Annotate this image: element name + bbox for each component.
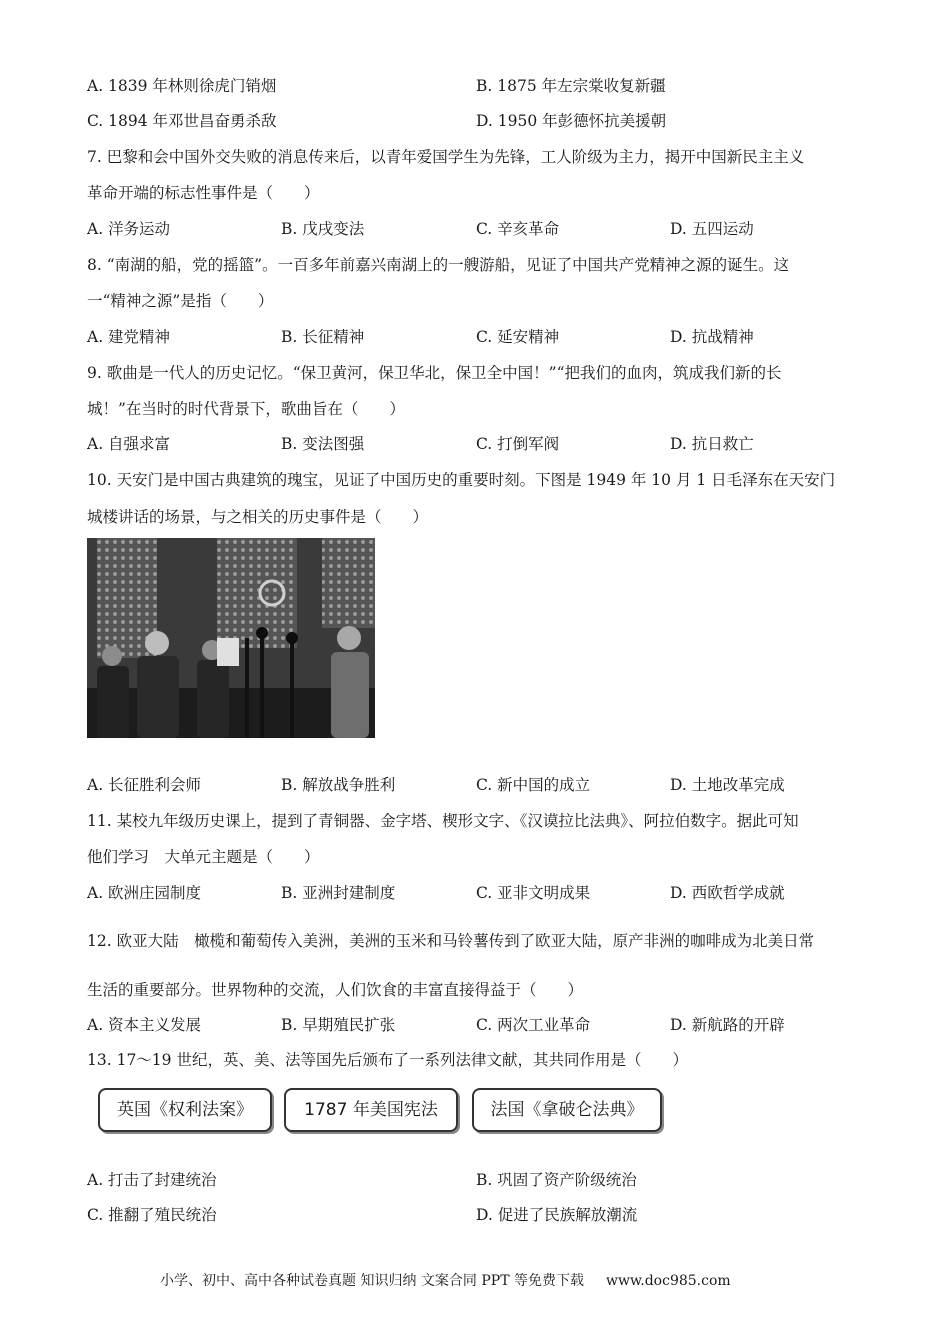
q7-option-d: D. 五四运动 [670, 220, 754, 238]
q6-option-b: B. 1875 年左宗棠收复新疆 [476, 77, 666, 95]
q9-option-b: B. 变法图强 [281, 435, 365, 453]
q9-option-a: A. 自强求富 [87, 435, 171, 453]
q10-option-c: C. 新中国的成立 [476, 776, 591, 794]
q7-stem-line2: 革命开端的标志性事件是（ ） [87, 184, 320, 202]
q8-stem-line2: 一“精神之源”是指（ ） [87, 292, 274, 310]
q11-option-d: D. 西欧哲学成就 [670, 884, 785, 902]
q9-stem-line2: 城！”在当时的时代背景下，歌曲旨在（ ） [87, 400, 405, 418]
q9-stem-line1: 9. 歌曲是一代人的历史记忆。“保卫黄河，保卫华北，保卫全中国！”“把我们的血肉，筑成我们新的长 [87, 364, 782, 382]
q8-stem-line1: 8. “南湖的船，党的摇篮”。一百多年前嘉兴南湖上的一艘游船，见证了中国共产党精神之源的诞生。这 [87, 256, 790, 274]
q10-option-d: D. 土地改革完成 [670, 776, 785, 794]
q11-option-a: A. 欧洲庄园制度 [87, 884, 202, 902]
q10-stem-line1: 10. 天安门是中国古典建筑的瑰宝，见证了中国历史的重要时刻。下图是 1949 年 10 月 1 日毛泽东在天安门 [87, 471, 836, 489]
footer-site-link[interactable]: www.doc985.com [605, 1273, 731, 1289]
q9-option-d: D. 抗日救亡 [670, 435, 754, 453]
q12-option-d: D. 新航路的开辟 [670, 1016, 785, 1034]
q7-option-a: A. 洋务运动 [87, 220, 171, 238]
q8-option-b: B. 长征精神 [281, 328, 365, 346]
q9-option-c: C. 打倒军阀 [476, 435, 560, 453]
q13-option-b: B. 巩固了资产阶级统治 [476, 1171, 637, 1189]
law-box-us-constitution: 1787 年美国宪法 [284, 1088, 458, 1132]
q11-option-c: C. 亚非文明成果 [476, 884, 591, 902]
law-box-napoleonic-code: 法国《拿破仑法典》 [472, 1088, 662, 1132]
q8-option-a: A. 建党精神 [87, 328, 171, 346]
q6-option-c: C. 1894 年邓世昌奋勇杀敌 [87, 112, 277, 130]
q8-option-d: D. 抗战精神 [670, 328, 754, 346]
q10-stem-line2: 城楼讲话的场景，与之相关的历史事件是（ ） [87, 508, 429, 526]
q8-option-c: C. 延安精神 [476, 328, 560, 346]
q13-option-d: D. 促进了民族解放潮流 [476, 1206, 638, 1224]
q12-option-a: A. 资本主义发展 [87, 1016, 202, 1034]
q10-option-a: A. 长征胜利会师 [87, 776, 202, 794]
photo-illustration [87, 538, 375, 738]
q13-stem-line1: 13. 17～19 世纪，英、美、法等国先后颁布了一系列法律文献，其共同作用是（ ） [87, 1051, 688, 1069]
q12-stem-line2: 生活的重要部分。世界物种的交流，人们饮食的丰富直接得益于（ ） [87, 981, 584, 999]
q10-option-b: B. 解放战争胜利 [281, 776, 396, 794]
footer-text: 小学、初中、高中各种试卷真题 知识归纳 文案合同 PPT 等免费下载 [160, 1273, 584, 1289]
law-box-bill-of-rights: 英国《权利法案》 [98, 1088, 272, 1132]
q13-option-c: C. 推翻了殖民统治 [87, 1206, 217, 1224]
q13-option-a: A. 打击了封建统治 [87, 1171, 217, 1189]
q11-stem-line1: 11. 某校九年级历史课上，提到了青铜器、金字塔、楔形文字、《汉谟拉比法典》、阿拉伯数字。据此可知 [87, 812, 799, 830]
q11-stem-line2: 他们学习 大单元主题是（ ） [87, 848, 320, 866]
q12-stem-line1: 12. 欧亚大陆 橄榄和葡萄传入美洲，美洲的玉米和马铃薯传到了欧亚大陆，原产非洲的咖啡成为北美日常 [87, 932, 815, 950]
founding-ceremony-photo [87, 538, 375, 738]
q6-option-a: A. 1839 年林则徐虎门销烟 [87, 77, 277, 95]
page-footer [160, 1270, 731, 1290]
q11-option-b: B. 亚洲封建制度 [281, 884, 396, 902]
q12-option-c: C. 两次工业革命 [476, 1016, 591, 1034]
q6-option-d: D. 1950 年彭德怀抗美援朝 [476, 112, 667, 130]
q7-stem-line1: 7. 巴黎和会中国外交失败的消息传来后，以青年爱国学生为先锋，工人阶级为主力，揭开中国新民主主义 [87, 148, 805, 166]
q12-option-b: B. 早期殖民扩张 [281, 1016, 396, 1034]
q7-option-c: C. 辛亥革命 [476, 220, 560, 238]
q7-option-b: B. 戊戌变法 [281, 220, 365, 238]
